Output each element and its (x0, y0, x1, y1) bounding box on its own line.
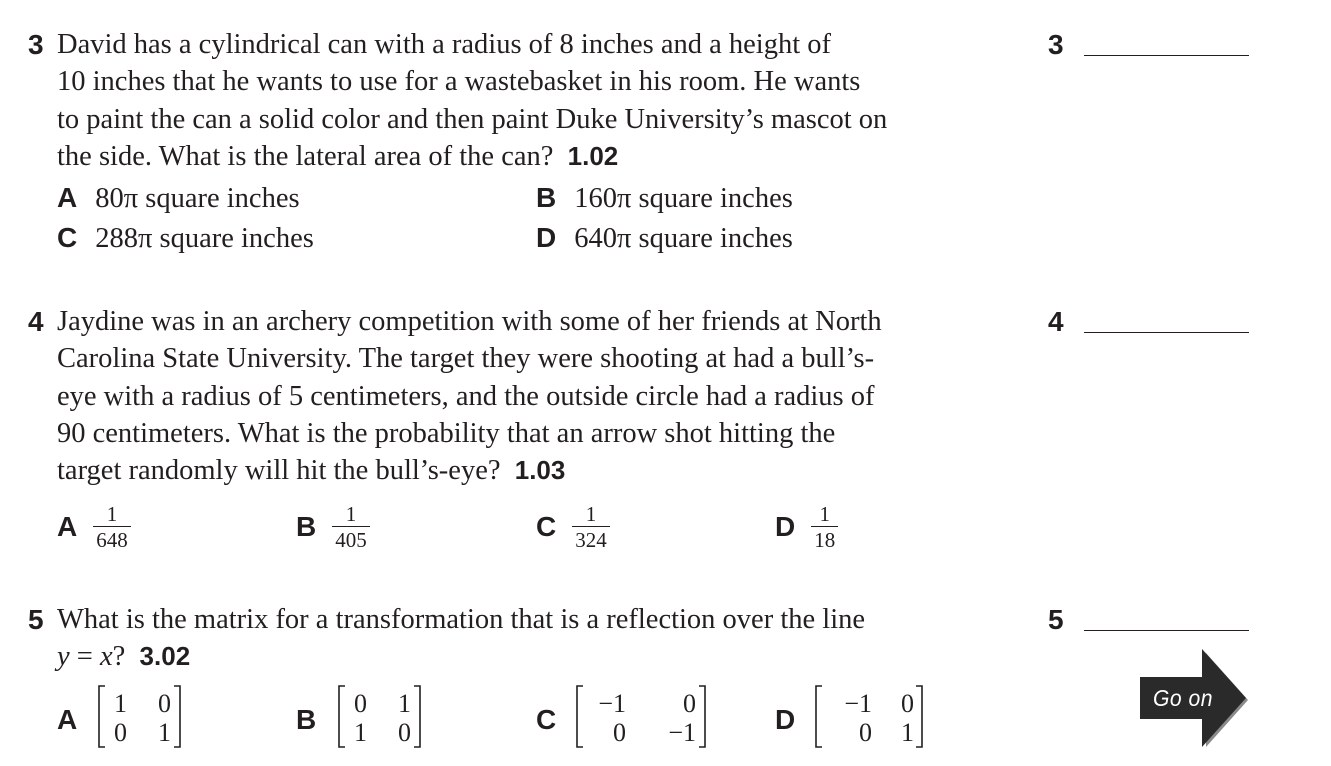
go-on-label: Go on (1153, 685, 1213, 711)
matrix-brackets (96, 685, 186, 749)
matrix-cell: −1 (668, 718, 696, 747)
objective-code: 3.02 (139, 641, 191, 672)
matrix-cell: 1 (398, 689, 411, 718)
matrix-cell: 0 (859, 718, 872, 747)
matrix-brackets (336, 685, 426, 749)
answer-number: 5 (1048, 604, 1064, 635)
choice-letter: D (536, 222, 557, 253)
matrix-cell: 0 (354, 689, 367, 718)
matrix-cell: 0 (398, 718, 411, 747)
choice-letter: A (57, 511, 78, 542)
stem-text: target randomly will hit the bull’s-eye? (57, 455, 501, 487)
answer-blank[interactable] (1084, 332, 1249, 333)
fraction (811, 502, 838, 552)
matrix-cell: −1 (598, 689, 626, 718)
answer-blank[interactable] (1084, 630, 1249, 631)
choice-b[interactable] (536, 180, 793, 217)
choice-letter: A (57, 182, 78, 213)
choice-letter: D (775, 511, 796, 542)
choice-letter: B (296, 704, 317, 735)
question-number: 3 (28, 29, 44, 60)
choice-letter: B (296, 511, 317, 542)
fraction (572, 502, 610, 552)
denominator: 324 (572, 526, 610, 552)
choice-letter: A (57, 704, 78, 735)
choice-b-matrix[interactable] (336, 685, 426, 749)
choice-letter: D (775, 704, 796, 735)
question-number: 5 (28, 604, 44, 635)
fraction (332, 502, 370, 552)
variable-x: x (99, 641, 113, 673)
choice-d[interactable] (775, 502, 838, 552)
stem-line: to paint the can a solid color and then paint Duke University’s mascot on (57, 103, 888, 135)
stem-line: David has a cylindrical can with a radius of 8 inches and a height of (57, 29, 831, 60)
equals-sign: = (69, 641, 100, 673)
choice-c[interactable] (57, 220, 314, 257)
choice-b[interactable] (296, 502, 370, 552)
matrix-cell: 0 (613, 718, 626, 747)
stem-line-last (57, 138, 887, 175)
choice-text: 640π square inches (574, 223, 793, 254)
answer-number: 4 (1048, 306, 1064, 337)
stem-line: 90 centimeters. What is the probability that an arrow shot hitting the (57, 417, 836, 449)
variable-y: y (57, 641, 70, 673)
question-stem (57, 303, 882, 489)
denominator: 405 (332, 526, 370, 552)
choice-a-matrix[interactable] (96, 685, 186, 749)
stem-line: What is the matrix for a transformation that is a reflection over the line (57, 604, 866, 635)
choice-c[interactable] (536, 502, 610, 552)
question-number: 4 (28, 306, 44, 337)
matrix-cell: 0 (683, 689, 696, 718)
question-stem (57, 601, 865, 676)
matrix-cell: 1 (114, 689, 127, 718)
choice-text: 288π square inches (95, 223, 314, 254)
numerator: 1 (585, 502, 597, 526)
numerator: 1 (345, 502, 357, 526)
objective-code: 1.03 (514, 455, 566, 486)
matrix-cell: 1 (901, 718, 914, 747)
stem-line: 10 inches that he wants to use for a wastebasket in his room. He wants (57, 66, 861, 98)
stem-text: the side. What is the lateral area of the can? (57, 140, 554, 172)
choice-d[interactable] (536, 220, 793, 257)
fraction (93, 502, 131, 552)
numerator: 1 (819, 502, 830, 526)
stem-line: Jaydine was in an archery competition with some of her friends at North (57, 306, 882, 337)
answer-number: 3 (1048, 29, 1064, 60)
choice-c-matrix[interactable] (574, 685, 712, 749)
objective-code: 1.02 (567, 140, 619, 171)
choice-letter: C (536, 704, 557, 735)
question-stem (57, 26, 887, 175)
go-on-button[interactable] (1140, 647, 1252, 757)
matrix-cell: 0 (158, 689, 171, 718)
stem-line-last (57, 638, 865, 675)
choice-a[interactable] (57, 180, 300, 217)
matrix-cell: −1 (844, 689, 872, 718)
stem-line: Carolina State University. The target they were shooting at had a bull’s- (57, 343, 875, 375)
stem-line: eye with a radius of 5 centimeters, and the outside circle had a radius of (57, 380, 875, 412)
numerator: 1 (106, 502, 118, 526)
question-mark: ? (112, 641, 126, 673)
choice-letter: C (536, 511, 557, 542)
matrix-cell: 0 (901, 689, 914, 718)
denominator: 18 (811, 526, 838, 552)
choice-text: 160π square inches (574, 183, 793, 214)
matrix-cell: 1 (158, 718, 171, 747)
denominator: 648 (93, 526, 131, 552)
choice-d-matrix[interactable] (813, 685, 929, 749)
choice-letter: B (536, 182, 557, 213)
choice-a[interactable] (57, 502, 131, 552)
stem-line-last (57, 452, 882, 489)
matrix-cell: 1 (354, 718, 367, 747)
choice-letter: C (57, 222, 78, 253)
matrix-cell: 0 (114, 718, 127, 747)
answer-blank[interactable] (1084, 55, 1249, 56)
choice-text: 80π square inches (95, 183, 300, 214)
